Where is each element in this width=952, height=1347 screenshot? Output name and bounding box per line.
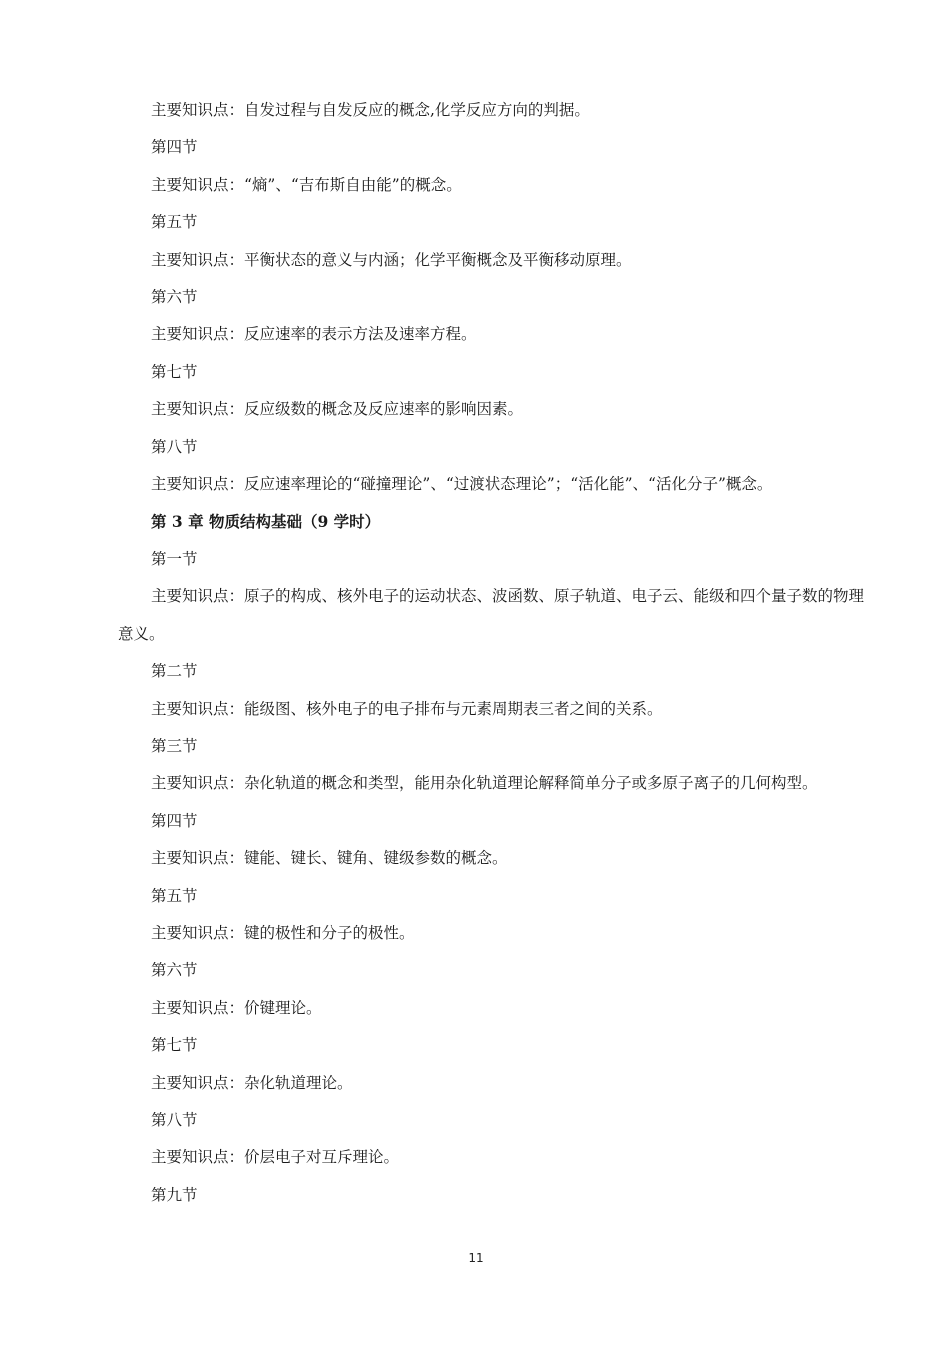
section-heading: 第八节 (151, 437, 198, 456)
section-heading: 第一节 (151, 549, 198, 568)
knowledge-point: 主要知识点：反应速率的表示方法及速率方程。 (151, 325, 477, 344)
section-heading: 第五节 (151, 886, 198, 905)
section-heading: 第七节 (151, 362, 198, 381)
knowledge-point: 主要知识点：价层电子对互斥理论。 (151, 1148, 400, 1167)
section-heading: 第七节 (151, 1036, 198, 1055)
knowledge-point: 主要知识点：能级图、核外电子的电子排布与元素周期表三者之间的关系。 (151, 699, 663, 718)
knowledge-point: 主要知识点：原子的构成、核外电子的运动状态、波函数、原子轨道、电子云、能级和四个量子数的物理意义。 (118, 587, 865, 643)
section-heading: 第四节 (151, 138, 198, 157)
knowledge-point: 主要知识点：反应速率理论的“碰撞理论”、“过渡状态理论”；“活化能”、“活化分子”概念。 (151, 475, 773, 494)
section-heading: 第五节 (151, 213, 198, 232)
section-heading: 第九节 (151, 1185, 198, 1204)
knowledge-point: 主要知识点：反应级数的概念及反应速率的影响因素。 (151, 400, 524, 419)
page-body (118, 92, 864, 1214)
knowledge-point: 主要知识点：平衡状态的意义与内涵；化学平衡概念及平衡移动原理。 (151, 250, 632, 269)
knowledge-point: 主要知识点：杂化轨道理论。 (151, 1073, 353, 1092)
chapter-heading: 第 3 章 物质结构基础（9 学时） (151, 512, 381, 532)
section-heading: 第八节 (151, 1110, 198, 1129)
knowledge-point: 主要知识点：键能、键长、键角、键级参数的概念。 (151, 849, 508, 868)
knowledge-point: 主要知识点：价键理论。 (151, 998, 322, 1017)
section-heading: 第六节 (151, 288, 198, 307)
knowledge-point: 主要知识点：自发过程与自发反应的概念,化学反应方向的判据。 (151, 101, 590, 119)
section-heading: 第四节 (151, 811, 198, 830)
knowledge-point: 主要知识点：杂化轨道的概念和类型，能用杂化轨道理论解释简单分子或多原子离子的几何构型。 (151, 774, 818, 793)
knowledge-point: 主要知识点：“熵”、“吉布斯自由能”的概念。 (151, 175, 462, 194)
section-heading: 第二节 (151, 662, 198, 681)
page-number: 11 (468, 1251, 484, 1265)
section-heading: 第六节 (151, 961, 198, 980)
section-heading: 第三节 (151, 736, 198, 755)
knowledge-point: 主要知识点：键的极性和分子的极性。 (151, 923, 415, 942)
